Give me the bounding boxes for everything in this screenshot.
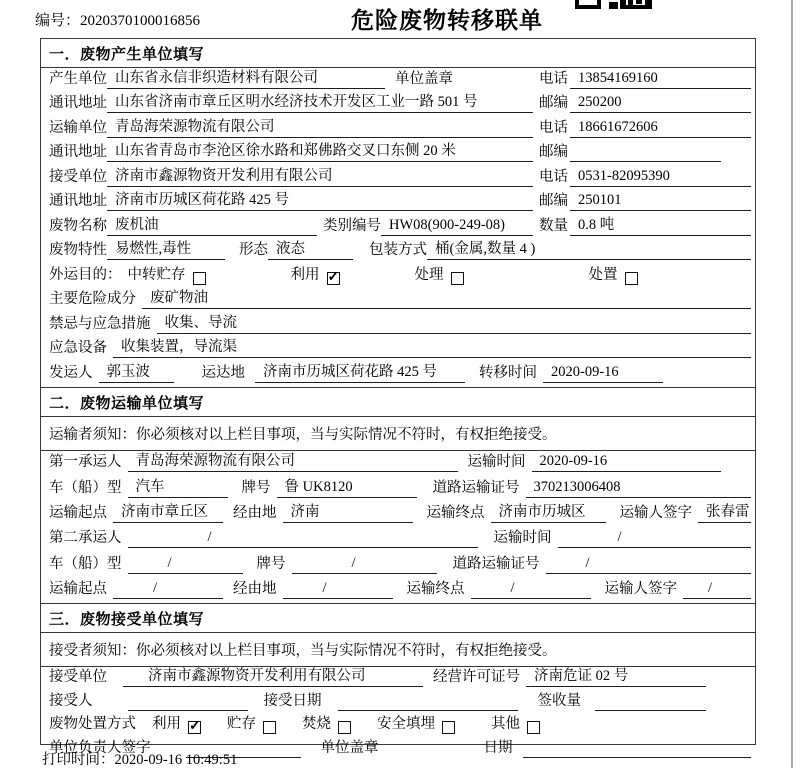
plate-number-value: 鲁 UK8120 xyxy=(277,475,417,498)
via-value-2: / xyxy=(283,580,393,599)
emergency-equipment-row xyxy=(41,338,755,363)
receiver-address-value: 济南市历城区荷花路 425 号 xyxy=(107,188,533,211)
section2-body xyxy=(41,451,755,603)
waste-name-label: 废物名称 xyxy=(49,217,107,234)
transport-origin-label: 运输起点 xyxy=(49,504,107,521)
accept-person-row xyxy=(41,691,755,715)
transport-end-label: 运输终点 xyxy=(406,580,465,597)
receiver-unit-value: 济南市鑫源物资开发利用有限公司 xyxy=(107,164,533,187)
packing-label: 包装方式 xyxy=(369,242,427,259)
accept-unit-value: 济南市鑫源物资开发利用有限公司 xyxy=(123,664,423,687)
road-permit-value: 370213006408 xyxy=(526,479,752,498)
section2-header: 二．废物运输单位填写 xyxy=(41,387,755,417)
form-number-label: 编号： xyxy=(35,13,81,29)
signed-amount-label: 签收量 xyxy=(537,692,581,709)
producer-address-label: 通讯地址 xyxy=(49,95,107,112)
emergency-equipment-label: 应急设备 xyxy=(49,340,107,357)
transport-origin-value: 济南市章丘区 xyxy=(113,500,223,523)
transporter-address-row xyxy=(41,142,755,167)
second-carrier-row xyxy=(41,527,755,552)
checkbox-utilize-2 xyxy=(188,721,201,734)
producer-unit-row xyxy=(41,68,755,93)
plate-number-label: 牌号 xyxy=(241,479,271,496)
disposal-method-label: 废物处置方式 xyxy=(49,716,136,733)
first-carrier-value: 青岛海荣源物流有限公司 xyxy=(128,449,458,472)
document-header xyxy=(0,0,796,38)
form-number-value: 2020370100016856 xyxy=(80,13,201,29)
transporter-phone-value: 18661672606 xyxy=(570,119,751,138)
first-carrier-row xyxy=(41,451,755,476)
transporter-unit-row xyxy=(41,117,755,142)
vehicle-type-label: 车（船）型 xyxy=(49,479,122,496)
checkbox-utilize xyxy=(327,272,340,285)
producer-zip-value: 250200 xyxy=(570,94,751,113)
vehicle-type-row-2 xyxy=(41,552,755,577)
phone-label: 电话 xyxy=(539,168,568,185)
receiver-zip-group xyxy=(539,189,751,211)
receiver-address-row xyxy=(41,191,755,216)
accept-unit-label: 接受单位 xyxy=(49,668,107,685)
quantity-label: 数量 xyxy=(539,217,568,234)
date-value xyxy=(523,756,752,758)
purpose-option-label: 中转贮存 xyxy=(127,266,186,283)
carrier-sign-value: 张春雷 xyxy=(698,500,751,523)
transfer-purpose-row xyxy=(41,264,755,289)
via-label: 经由地 xyxy=(233,504,277,521)
transport-end-label: 运输终点 xyxy=(426,504,485,521)
producer-zip-group xyxy=(539,91,751,113)
receiver-zip-value: 250101 xyxy=(570,192,751,211)
plate-number-value-2: / xyxy=(292,555,437,574)
disposal-option-label: 利用 xyxy=(152,716,181,733)
waste-character-row xyxy=(41,240,755,265)
section1-header: 一．废物产生单位填写 xyxy=(41,39,755,68)
transport-time-label: 运输时间 xyxy=(493,530,552,547)
print-time xyxy=(42,748,237,769)
hazard-component-row xyxy=(41,289,755,314)
waste-name-value: 废机油 xyxy=(107,213,317,236)
zip-label: 邮编 xyxy=(539,144,568,161)
via-value: 济南 xyxy=(283,500,413,523)
checkbox-other xyxy=(527,721,540,734)
purpose-option-label: 处理 xyxy=(414,266,444,283)
hazard-component-value: 废矿物油 xyxy=(142,286,751,309)
license-label: 经营许可证号 xyxy=(433,668,520,685)
road-permit-label: 道路运输证号 xyxy=(432,479,520,496)
accept-date-label: 接受日期 xyxy=(263,692,322,709)
transporter-address-label: 通讯地址 xyxy=(49,144,107,161)
road-permit-label: 道路运输证号 xyxy=(452,555,540,572)
transporter-phone-group xyxy=(539,116,751,138)
unit-seal-label: 单位盖章 xyxy=(320,740,379,756)
disposal-option-label: 焚烧 xyxy=(302,716,331,733)
receiver-phone-value: 0531-82095390 xyxy=(570,168,751,187)
category-code-value: HW08(900-249-08) xyxy=(381,217,533,236)
receiver-address-label: 通讯地址 xyxy=(49,193,107,210)
purpose-option-label: 处置 xyxy=(588,266,618,283)
responsible-sign-label: 单位负责人签字 xyxy=(49,740,151,756)
transport-time-label: 运输时间 xyxy=(467,454,526,471)
hazardous-waste-transfer-form xyxy=(40,38,756,756)
transport-time-value: 2020-09-16 xyxy=(532,453,722,472)
via-label: 经由地 xyxy=(233,580,277,597)
waste-character-value: 易燃性,毒性 xyxy=(107,237,225,260)
form-state-value: 液态 xyxy=(268,237,353,260)
license-value: 济南危证 02 号 xyxy=(526,664,706,687)
transport-time-value-2: / xyxy=(558,529,752,548)
waste-character-label: 废物特性 xyxy=(49,242,107,259)
disposal-option-label: 安全填埋 xyxy=(377,716,435,733)
transfer-purpose-label: 外运目的： xyxy=(49,266,122,283)
date-label: 日期 xyxy=(483,740,513,756)
form-state-label: 形态 xyxy=(239,242,268,259)
zip-label: 邮编 xyxy=(539,193,568,210)
transport-origin-label: 运输起点 xyxy=(49,580,107,597)
qr-code-icon xyxy=(575,0,653,9)
unit-seal-label: 单位盖章 xyxy=(395,70,453,87)
carrier-sign-value-2: / xyxy=(683,580,751,599)
checkbox-dispose xyxy=(625,272,638,285)
checkbox-landfill xyxy=(442,721,455,734)
disposal-method-row xyxy=(41,715,755,739)
accept-date-value xyxy=(338,709,518,711)
transporter-unit-value: 青岛海荣源物流有限公司 xyxy=(107,115,533,138)
quantity-group xyxy=(539,213,751,236)
transfer-time-label: 转移时间 xyxy=(479,364,537,381)
producer-phone-group xyxy=(539,67,751,89)
shipper-label: 发运人 xyxy=(49,364,93,381)
disposal-option-label: 贮存 xyxy=(227,716,256,733)
emergency-measures-row xyxy=(41,313,755,338)
second-carrier-label: 第二承运人 xyxy=(49,530,122,547)
disposal-option-label: 其他 xyxy=(491,716,520,733)
page-edge-divider xyxy=(791,0,793,768)
signed-amount-value xyxy=(595,709,706,711)
carrier-sign-label: 运输人签字 xyxy=(619,504,692,521)
checkbox-treat xyxy=(451,272,464,285)
checkbox-incinerate xyxy=(338,721,351,734)
transport-end-value: 济南市历城区 xyxy=(491,500,606,523)
transporter-notice: 运输者须知：你必须核对以上栏目事项，当与实际情况不符时，有权拒绝接受。 xyxy=(41,417,755,451)
road-permit-value-2: / xyxy=(546,555,752,574)
transport-route-row-2 xyxy=(41,578,755,603)
emergency-measures-label: 禁忌与应急措施 xyxy=(49,315,151,332)
vehicle-type-value: 汽车 xyxy=(128,475,228,498)
vehicle-type-row-1 xyxy=(41,476,755,501)
producer-address-row xyxy=(41,93,755,118)
accept-person-value xyxy=(128,709,248,711)
destination-value: 济南市历城区荷花路 425 号 xyxy=(255,360,465,383)
plate-number-label: 牌号 xyxy=(256,555,286,572)
receiver-notice: 接受者须知：你必须核对以上栏目事项，当与实际情况不符时，有权拒绝接受。 xyxy=(41,633,755,667)
receiver-phone-group xyxy=(539,165,751,187)
vehicle-type-value-2: / xyxy=(128,555,243,574)
producer-unit-value: 山东省永信非织造材料有限公司 xyxy=(107,66,385,89)
hazard-component-label: 主要危险成分 xyxy=(49,291,136,308)
receiver-unit-row xyxy=(41,166,755,191)
section1-body xyxy=(41,68,755,387)
producer-address-value: 山东省济南市章丘区明水经济技术开发区工业一路 501 号 xyxy=(107,90,533,113)
checkbox-store xyxy=(263,721,276,734)
shipper-value: 郭玉波 xyxy=(99,360,174,383)
transporter-zip-group xyxy=(539,140,751,162)
print-time-value: 2020-09-16 10:49:51 xyxy=(114,752,238,768)
first-carrier-label: 第一承运人 xyxy=(49,454,122,471)
purpose-option-label: 利用 xyxy=(290,266,320,283)
transporter-unit-label: 运输单位 xyxy=(49,119,107,136)
form-number xyxy=(35,9,200,30)
phone-label: 电话 xyxy=(539,70,568,87)
vehicle-type-label: 车（船）型 xyxy=(49,555,122,572)
transport-origin-value-2: / xyxy=(113,580,223,599)
waste-name-row xyxy=(41,215,755,240)
emergency-equipment-value: 收集装置，导流渠 xyxy=(113,335,751,358)
receiver-unit-label: 接受单位 xyxy=(49,168,107,185)
section3-header: 三．废物接受单位填写 xyxy=(41,603,755,633)
zip-label: 邮编 xyxy=(539,95,568,112)
emergency-measures-value: 收集、导流 xyxy=(157,311,752,334)
second-carrier-value: / xyxy=(128,529,478,548)
quantity-value: 0.8 吨 xyxy=(570,213,751,236)
checkbox-transit-storage xyxy=(193,272,206,285)
transport-route-row-1 xyxy=(41,502,755,527)
accept-unit-row xyxy=(41,667,755,691)
carrier-sign-label: 运输人签字 xyxy=(604,580,677,597)
phone-label: 电话 xyxy=(539,119,568,136)
page-title: 危险废物转移联单 xyxy=(351,8,543,33)
transporter-address-value: 山东省青岛市李沧区徐水路和郑佛路交叉口东侧 20 米 xyxy=(107,139,533,162)
print-time-label: 打印时间： xyxy=(42,752,115,768)
packing-value: 桶(金属,数量 4 ) xyxy=(427,237,751,260)
shipper-row xyxy=(41,362,755,387)
producer-phone-value: 13854169160 xyxy=(570,70,751,89)
producer-unit-label: 产生单位 xyxy=(49,70,107,87)
transfer-time-value: 2020-09-16 xyxy=(543,364,663,383)
transporter-zip-value xyxy=(570,160,721,162)
category-code-label: 类别编号 xyxy=(323,217,381,234)
transport-end-value-2: / xyxy=(471,580,591,599)
accept-person-label: 接受人 xyxy=(49,692,93,709)
destination-label: 运达地 xyxy=(201,364,245,381)
